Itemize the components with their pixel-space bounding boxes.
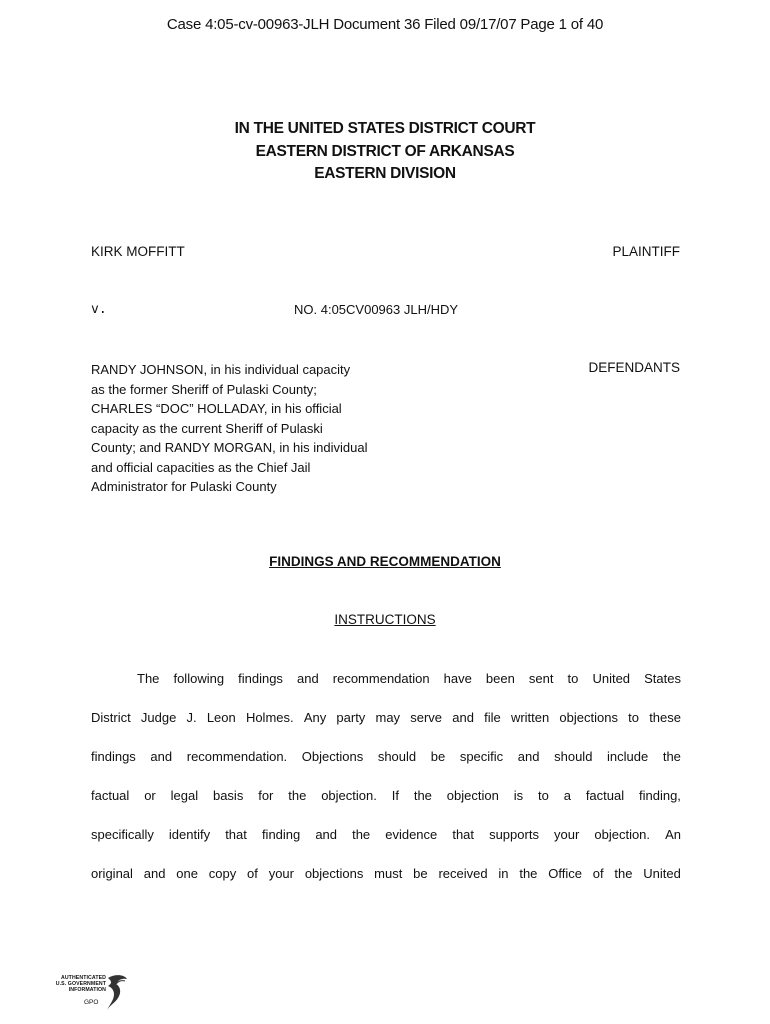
- body-word: If: [391, 788, 399, 803]
- eagle-icon: [104, 972, 130, 1016]
- body-word: a: [563, 788, 571, 803]
- case-number: NO. 4:05CV00963 JLH/HDY: [294, 302, 459, 317]
- court-division: EASTERN DIVISION: [314, 165, 456, 182]
- body-word: objection: [446, 788, 499, 803]
- body-word: objections: [304, 866, 364, 881]
- defendants-line: as the former Sheriff of Pulaski County;: [91, 381, 317, 397]
- defendants-line: and official capacities as the Chief Jail: [91, 459, 311, 475]
- gpo-seal-text: [44, 975, 106, 993]
- defendants-line: capacity as the current Sheriff of Pulaski: [91, 420, 323, 436]
- body-word: sent: [528, 671, 554, 686]
- court-district: EASTERN DISTRICT OF ARKANSAS: [255, 142, 515, 160]
- body-word: objection.: [321, 788, 377, 803]
- body-word: copy: [208, 866, 237, 881]
- body-word: Judge: [140, 710, 177, 725]
- body-word: District: [91, 710, 131, 725]
- defendants-line: CHARLES “DOC” HOLLADAY, in his official: [91, 401, 342, 416]
- body-word: should: [554, 749, 593, 764]
- body-word: been: [485, 671, 515, 686]
- defendants-line: RANDY JOHNSON, in his individual capacity: [91, 362, 351, 377]
- body-line: [91, 670, 681, 709]
- body-word: written: [510, 710, 550, 725]
- body-word: and: [150, 749, 173, 764]
- body-word: file: [484, 710, 501, 725]
- body-word: to: [628, 710, 639, 725]
- body-word: recommendation: [332, 671, 430, 686]
- body-word: original: [91, 866, 133, 881]
- body-word: recommendation.: [186, 749, 288, 764]
- body-word: Leon: [206, 710, 236, 725]
- body-word: is: [513, 788, 524, 803]
- body-word: one: [176, 866, 198, 881]
- body-word: may: [375, 710, 401, 725]
- section-subtitle: [0, 612, 770, 627]
- body-word: United: [643, 866, 681, 881]
- plaintiff-name: KIRK MOFFITT: [91, 244, 185, 259]
- body-word: States: [644, 671, 681, 686]
- body-word: identify: [168, 827, 211, 842]
- body-line: [91, 787, 681, 826]
- court-heading: [0, 118, 770, 186]
- body-word: the: [288, 788, 307, 803]
- defendants-block: [91, 360, 431, 497]
- section-title-text: FINDINGS AND RECOMMENDATION: [269, 554, 501, 569]
- body-word: or: [144, 788, 156, 803]
- body-word: Office: [548, 866, 582, 881]
- body-word: findings: [91, 749, 136, 764]
- body-line: [91, 709, 681, 748]
- body-word: the: [413, 788, 432, 803]
- gpo-seal-line: U.S. GOVERNMENT: [55, 981, 106, 987]
- defendants-line: Administrator for Pulaski County: [91, 479, 277, 494]
- body-word: in: [498, 866, 509, 881]
- body-word: for: [258, 788, 274, 803]
- body-word: specific: [459, 749, 504, 764]
- body-word: and: [517, 749, 540, 764]
- court-name: IN THE UNITED STATES DISTRICT COURT: [234, 120, 536, 137]
- body-word: finding: [261, 827, 301, 842]
- body-word: Holmes.: [245, 710, 294, 725]
- body-word: include: [607, 749, 649, 764]
- body-word: basis: [212, 788, 244, 803]
- body-word: United: [592, 671, 631, 686]
- body-line: [91, 748, 681, 787]
- body-word: these: [649, 710, 681, 725]
- body-word: An: [665, 827, 681, 842]
- versus-label: v.: [91, 302, 107, 317]
- gpo-label: GPO: [84, 999, 99, 1006]
- body-word: be: [430, 749, 446, 764]
- body-word: the: [662, 749, 681, 764]
- body-word: that: [452, 827, 475, 842]
- body-word: factual: [585, 788, 625, 803]
- body-word: be: [413, 866, 428, 881]
- body-word: should: [377, 749, 417, 764]
- body-word: received: [438, 866, 488, 881]
- section-subtitle-text: INSTRUCTIONS: [334, 612, 436, 627]
- body-word: party: [336, 710, 366, 725]
- body-word: evidence: [385, 827, 438, 842]
- plaintiff-role: PLAINTIFF: [612, 244, 680, 259]
- body-word: following: [173, 671, 225, 686]
- body-word: objections: [559, 710, 618, 725]
- body-word: of: [247, 866, 258, 881]
- body-word: the: [352, 827, 371, 842]
- body-word: The: [137, 671, 160, 686]
- body-word: the: [614, 866, 633, 881]
- body-word: factual: [91, 788, 130, 803]
- body-word: your: [268, 866, 294, 881]
- body-word: finding,: [639, 788, 681, 803]
- body-word: the: [519, 866, 538, 881]
- body-word: objection.: [594, 827, 651, 842]
- defendants-line: County; and RANDY MORGAN, in his individual: [91, 440, 368, 455]
- body-word: of: [592, 866, 604, 881]
- body-paragraph: [91, 670, 681, 904]
- body-word: Any: [303, 710, 327, 725]
- defendants-role: DEFENDANTS: [588, 360, 680, 375]
- body-word: findings: [238, 671, 283, 686]
- body-word: to: [567, 671, 579, 686]
- case-header: Case 4:05-cv-00963-JLH Document 36 Filed 09/17/07 Page 1 of 40: [166, 16, 604, 33]
- body-word: to: [537, 788, 549, 803]
- body-word: Objections: [301, 749, 364, 764]
- gpo-seal-line: INFORMATION: [68, 987, 106, 993]
- body-word: and: [143, 866, 166, 881]
- body-word: J.: [186, 710, 197, 725]
- body-word: and: [452, 710, 474, 725]
- section-title: [0, 554, 770, 569]
- body-word: must: [374, 866, 403, 881]
- body-word: legal: [170, 788, 199, 803]
- gpo-seal-line: AUTHENTICATED: [60, 975, 106, 981]
- body-word: your: [554, 827, 580, 842]
- body-word: and: [315, 827, 338, 842]
- body-line: [91, 865, 681, 904]
- body-word: supports: [489, 827, 539, 842]
- body-word: and: [297, 671, 319, 686]
- body-word: that: [225, 827, 247, 842]
- body-word: specifically: [91, 827, 154, 842]
- gpo-authentication-seal: [44, 972, 130, 1016]
- body-line: [91, 826, 681, 865]
- body-word: have: [443, 671, 472, 686]
- body-word: serve: [410, 710, 443, 725]
